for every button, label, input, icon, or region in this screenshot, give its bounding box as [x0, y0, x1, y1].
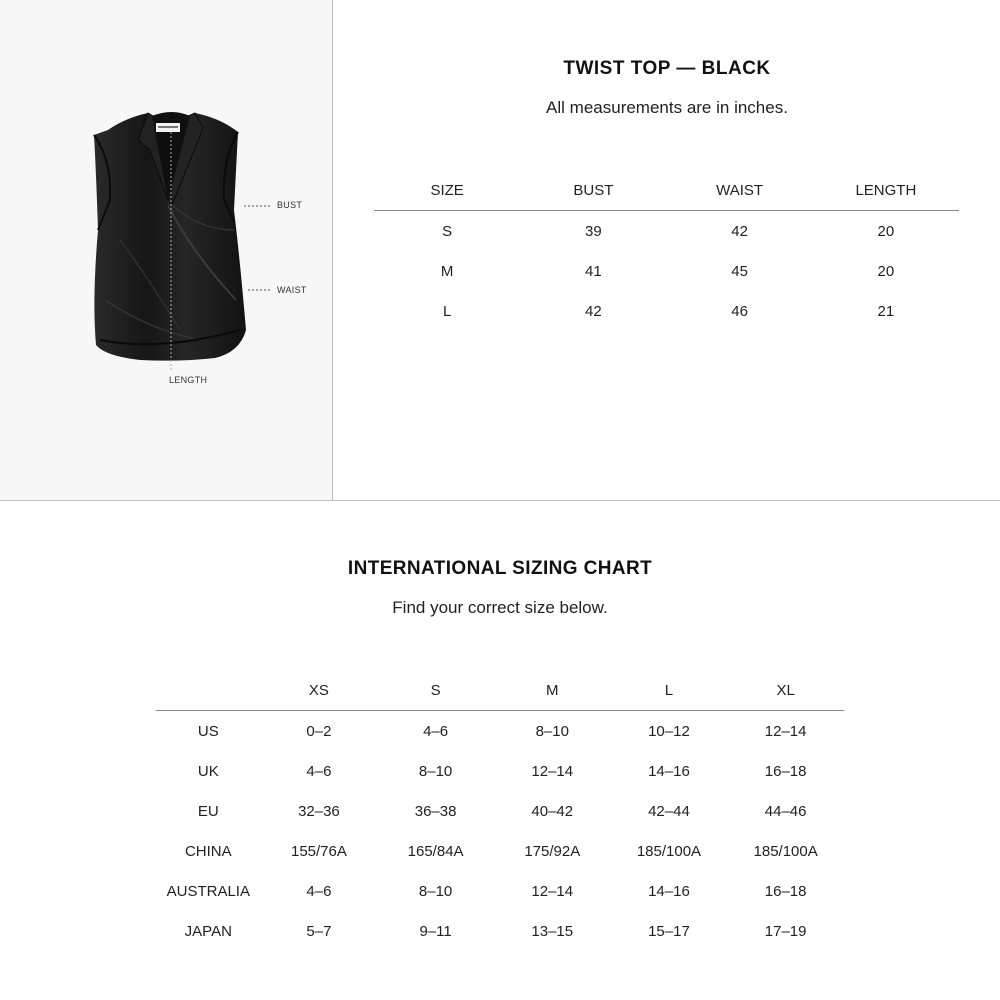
- table-cell: 44–46: [764, 802, 807, 820]
- international-size-table: [156, 670, 844, 951]
- table-cell: 12–14: [531, 882, 574, 900]
- table-cell: 0–2: [306, 722, 332, 740]
- table-cell: 17–19: [764, 922, 807, 940]
- table-row: [156, 791, 844, 831]
- table-cell: 20: [877, 262, 895, 280]
- table-cell: 14–16: [648, 882, 690, 900]
- row-header: JAPAN: [184, 922, 232, 940]
- table-cell: 41: [585, 262, 602, 280]
- column-header: S: [377, 670, 494, 711]
- table-cell: 9–11: [419, 922, 452, 940]
- column-header: XS: [261, 670, 378, 711]
- row-header: AUSTRALIA: [166, 882, 250, 900]
- bust-annotation: BUST: [277, 200, 303, 210]
- table-row: [374, 211, 959, 252]
- column-header: BUST: [520, 170, 666, 211]
- table-row: [156, 871, 844, 911]
- table-cell: 21: [877, 302, 895, 320]
- column-header: L: [611, 670, 728, 711]
- table-cell: 8–10: [535, 722, 569, 740]
- column-header: WAIST: [667, 170, 813, 211]
- table-row: [156, 911, 844, 951]
- measurement-note: All measurements are in inches.: [546, 98, 788, 117]
- table-cell: 32–36: [298, 802, 340, 820]
- table-cell: 42: [585, 302, 602, 320]
- table-cell: 16–18: [764, 882, 807, 900]
- international-chart-subtitle: Find your correct size below.: [392, 598, 608, 617]
- table-cell: 15–17: [648, 922, 690, 940]
- table-cell: 165/84A: [407, 842, 464, 860]
- table-cell: 13–15: [531, 922, 574, 940]
- product-title: TWIST TOP — BLACK: [563, 58, 771, 79]
- column-header: M: [494, 670, 611, 711]
- table-cell: L: [442, 302, 452, 320]
- product-info-panel: [334, 0, 1000, 500]
- table-row: [374, 291, 959, 331]
- table-cell: S: [442, 222, 453, 240]
- table-cell: 4–6: [306, 882, 332, 900]
- waist-annotation: WAIST: [277, 285, 307, 295]
- table-cell: 14–16: [648, 762, 690, 780]
- table-cell: 10–12: [648, 722, 690, 740]
- row-header: US: [197, 722, 219, 740]
- table-cell: 155/76A: [290, 842, 347, 860]
- table-cell: 8–10: [418, 882, 453, 900]
- table-cell: 8–10: [418, 762, 453, 780]
- table-cell: M: [440, 262, 454, 280]
- table-cell: 5–7: [306, 922, 332, 940]
- table-cell: 4–6: [423, 722, 449, 740]
- table-row: [156, 751, 844, 791]
- table-cell: 12–14: [764, 722, 807, 740]
- size-table-header: [374, 170, 959, 211]
- length-annotation: LENGTH: [169, 375, 208, 385]
- size-table: [374, 170, 959, 331]
- row-header: UK: [197, 762, 219, 780]
- table-cell: 20: [877, 222, 895, 240]
- table-cell: 4–6: [306, 762, 332, 780]
- column-header: LENGTH: [813, 170, 959, 211]
- table-row: [374, 251, 959, 291]
- table-cell: 46: [731, 302, 748, 320]
- international-chart-title: INTERNATIONAL SIZING CHART: [347, 558, 653, 579]
- table-cell: 175/92A: [524, 842, 581, 860]
- table-cell: 12–14: [531, 762, 574, 780]
- table-cell: 185/100A: [636, 842, 702, 860]
- row-header: CHINA: [184, 842, 232, 860]
- table-cell: 36–38: [414, 802, 457, 820]
- product-image-panel: [0, 0, 333, 500]
- column-header: XL: [727, 670, 844, 711]
- column-header: [156, 670, 261, 711]
- table-cell: 185/100A: [753, 842, 818, 860]
- table-cell: 45: [731, 262, 748, 280]
- row-header: EU: [197, 802, 219, 820]
- garment-image: [0, 0, 333, 500]
- international-table-header: [156, 670, 844, 711]
- table-row: [156, 831, 844, 871]
- table-cell: 16–18: [764, 762, 807, 780]
- table-cell: 42: [731, 222, 748, 240]
- table-row: [156, 711, 844, 752]
- table-cell: 39: [585, 222, 602, 240]
- table-cell: 40–42: [531, 802, 574, 820]
- column-header: SIZE: [374, 170, 520, 211]
- table-cell: 42–44: [648, 802, 690, 820]
